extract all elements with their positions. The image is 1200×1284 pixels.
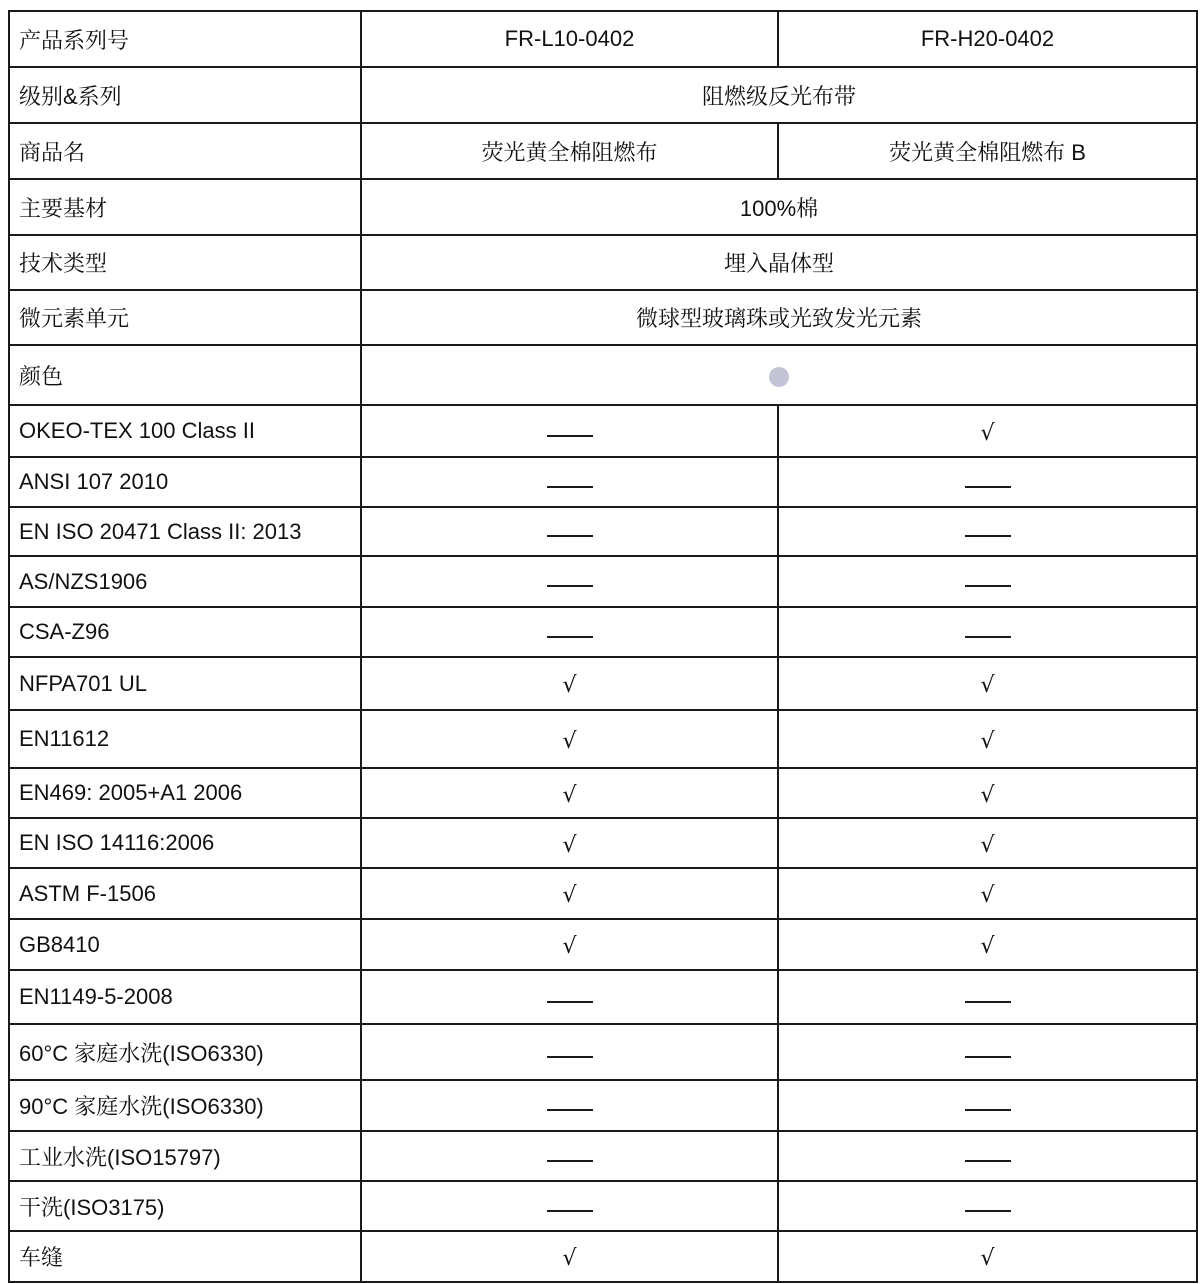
table-row — [9, 919, 1197, 970]
check-mark-icon: √ — [980, 832, 995, 858]
table-row — [9, 457, 1197, 507]
table-row — [9, 405, 1197, 457]
standard-label: EN1149-5-2008 — [9, 970, 361, 1024]
table-row — [9, 768, 1197, 818]
check-mark-icon: √ — [562, 832, 577, 858]
check-mark-icon: √ — [980, 883, 995, 908]
grade-series-value: 阻燃级反光布带 — [361, 67, 1197, 123]
check-mark-icon: √ — [980, 1246, 995, 1271]
color-swatch — [769, 367, 789, 387]
standard-label: 车缝 — [9, 1231, 361, 1282]
table-row — [9, 67, 1197, 123]
check-mark-icon: √ — [562, 728, 577, 754]
not-applicable-dash-icon — [547, 636, 593, 638]
standard-label: 干洗(ISO3175) — [9, 1181, 361, 1231]
standards-section — [9, 405, 1197, 1282]
row-label: 商品名 — [9, 123, 361, 179]
not-applicable-dash-icon — [965, 535, 1011, 537]
product-spec-table — [8, 10, 1198, 1283]
not-applicable-dash-icon — [965, 585, 1011, 587]
not-applicable-dash-icon — [547, 1160, 593, 1162]
standard-label: ASTM F-1506 — [9, 868, 361, 919]
table-row — [9, 1080, 1197, 1131]
table-row — [9, 556, 1197, 607]
standard-label: OKEO-TEX 100 Class II — [9, 405, 361, 457]
row-label: 技术类型 — [9, 235, 361, 290]
table-row — [9, 970, 1197, 1024]
standard-label: EN ISO 20471 Class II: 2013 — [9, 507, 361, 556]
table-row — [9, 290, 1197, 345]
table-row — [9, 11, 1197, 67]
standard-label: AS/NZS1906 — [9, 556, 361, 607]
table-row — [9, 1231, 1197, 1282]
check-mark-icon: √ — [980, 673, 995, 698]
standard-label: EN11612 — [9, 710, 361, 768]
not-applicable-dash-icon — [965, 1210, 1011, 1212]
standard-label: 90°C 家庭水洗(ISO6330) — [9, 1080, 361, 1131]
standard-label: 60°C 家庭水洗(ISO6330) — [9, 1024, 361, 1080]
table-row — [9, 818, 1197, 868]
not-applicable-dash-icon — [547, 1109, 593, 1111]
not-applicable-dash-icon — [965, 1109, 1011, 1111]
base-material-value: 100%棉 — [361, 179, 1197, 235]
not-applicable-dash-icon — [965, 486, 1011, 488]
table-row — [9, 868, 1197, 919]
row-label: 微元素单元 — [9, 290, 361, 345]
check-mark-icon: √ — [562, 934, 577, 959]
not-applicable-dash-icon — [965, 1001, 1011, 1003]
not-applicable-dash-icon — [965, 1056, 1011, 1058]
table-row — [9, 507, 1197, 556]
table-row — [9, 1181, 1197, 1231]
row-label: 主要基材 — [9, 179, 361, 235]
table-row — [9, 179, 1197, 235]
not-applicable-dash-icon — [547, 585, 593, 587]
not-applicable-dash-icon — [547, 1210, 593, 1212]
trade-name-1: 荧光黄全棉阻燃布 — [361, 123, 778, 179]
not-applicable-dash-icon — [547, 435, 593, 437]
not-applicable-dash-icon — [547, 535, 593, 537]
row-label: 级别&系列 — [9, 67, 361, 123]
standard-label: GB8410 — [9, 919, 361, 970]
table-row — [9, 710, 1197, 768]
check-mark-icon: √ — [980, 420, 995, 446]
not-applicable-dash-icon — [547, 1056, 593, 1058]
check-mark-icon: √ — [980, 934, 995, 959]
table-row — [9, 1131, 1197, 1181]
standard-label: NFPA701 UL — [9, 657, 361, 710]
product-code-1: FR-L10-0402 — [361, 11, 778, 67]
not-applicable-dash-icon — [965, 636, 1011, 638]
table-row — [9, 657, 1197, 710]
check-mark-icon: √ — [562, 883, 577, 908]
table-row — [9, 607, 1197, 657]
trade-name-2: 荧光黄全棉阻燃布 B — [778, 123, 1197, 179]
table-row — [9, 1024, 1197, 1080]
standard-label: EN ISO 14116:2006 — [9, 818, 361, 868]
check-mark-icon: √ — [562, 673, 577, 698]
table-row — [9, 345, 1197, 405]
micro-element-value: 微球型玻璃珠或光致发光元素 — [361, 290, 1197, 345]
row-label: 产品系列号 — [9, 11, 361, 67]
standard-label: EN469: 2005+A1 2006 — [9, 768, 361, 818]
not-applicable-dash-icon — [547, 1001, 593, 1003]
technology-type-value: 埋入晶体型 — [361, 235, 1197, 290]
row-label: 颜色 — [9, 345, 361, 405]
check-mark-icon: √ — [562, 1246, 577, 1271]
check-mark-icon: √ — [562, 782, 577, 808]
standard-label: ANSI 107 2010 — [9, 457, 361, 507]
table-row — [9, 235, 1197, 290]
check-mark-icon: √ — [980, 728, 995, 754]
not-applicable-dash-icon — [965, 1160, 1011, 1162]
check-mark-icon: √ — [980, 782, 995, 808]
product-code-2: FR-H20-0402 — [778, 11, 1197, 67]
standard-label: 工业水洗(ISO15797) — [9, 1131, 361, 1181]
not-applicable-dash-icon — [547, 486, 593, 488]
standard-label: CSA-Z96 — [9, 607, 361, 657]
table-row — [9, 123, 1197, 179]
